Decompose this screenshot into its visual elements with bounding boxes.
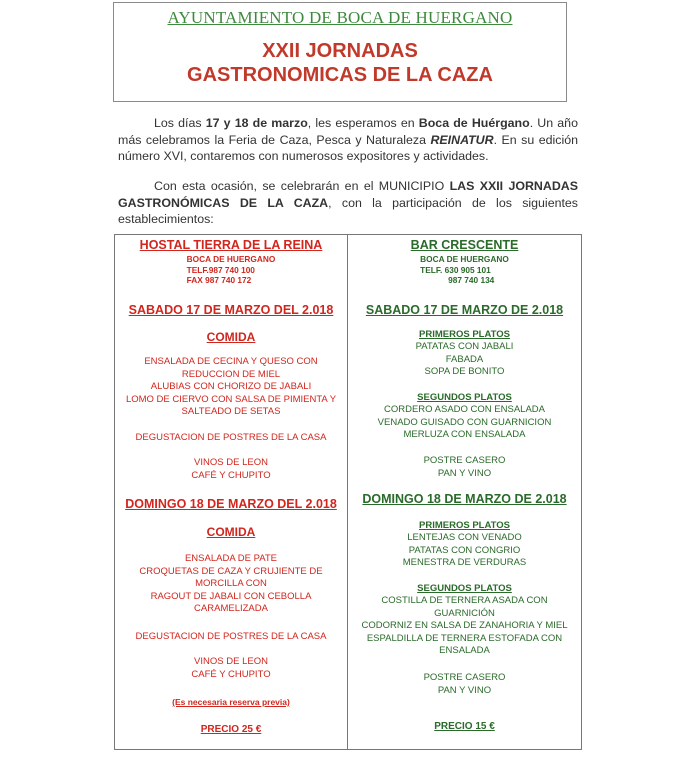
menu-item: PATATAS CON CONGRIO: [408, 544, 521, 556]
menu-item: REDUCCION DE MIEL: [181, 368, 281, 380]
intro-fair-name: REINATUR: [430, 132, 494, 147]
bar-column: [348, 235, 581, 749]
menu-item: ESPALDILLA DE TERNERA ESTOFADA CON: [366, 632, 563, 644]
menu-item: CORDERO ASADO CON ENSALADA: [383, 404, 545, 415]
bar-price: PRECIO 15 €: [434, 721, 495, 732]
intro-paragraph-1: [118, 115, 578, 165]
intro-paragraph-2: [118, 178, 578, 228]
intro-place: Boca de Huérgano: [418, 116, 530, 130]
primeros-label: PRIMEROS PLATOS: [419, 329, 510, 340]
menu-item: CODORNIZ EN SALSA DE ZANAHORIA Y MIEL: [361, 620, 568, 631]
menu-item: CAFÉ Y CHUPITO: [191, 469, 271, 481]
menu-item: COSTILLA DE TERNERA ASADA CON: [381, 595, 548, 606]
reservation-note: (Es necesaria reserva previa): [172, 697, 290, 707]
event-title-line-1: XXII JORNADAS: [262, 40, 418, 62]
hostal-column: [115, 235, 348, 749]
hostal-fax: FAX 987 740 172: [186, 275, 252, 285]
hostal-place: BOCA DE HUERGANO: [186, 254, 276, 264]
menu-item: ENSALADA DE PATE: [184, 553, 278, 564]
menu-item: POSTRE CASERO: [423, 672, 506, 683]
intro-text: . Un año más celebramos la Feria de Caza, Pesca y Naturaleza: [118, 116, 578, 147]
menu-item: DEGUSTACION DE POSTRES DE LA CASA: [135, 631, 327, 642]
menu-item: VENADO GUISADO CON GUARNICION: [377, 416, 552, 428]
menu-item: SALTEADO DE SETAS: [181, 406, 281, 417]
intro-text: Los días: [154, 116, 206, 130]
menu-item: FABADA: [445, 353, 484, 365]
menu-item: GUARNICIÓN: [434, 607, 495, 619]
menu-item: MORCILLA CON: [195, 578, 267, 589]
hostal-price: PRECIO 25 €: [200, 724, 262, 735]
menu-item: RAGOUT DE JABALI CON CEBOLLA: [150, 590, 312, 602]
menu-item: CROQUETAS DE CAZA Y CRUJIENTE DE: [139, 565, 323, 577]
menu-item: POSTRE CASERO: [423, 455, 506, 466]
menu-item: PATATAS CON JABALI: [415, 341, 514, 352]
intro-dates: 17 y 18 de marzo: [205, 116, 308, 130]
event-title: [114, 39, 566, 87]
bar-phone-2: 987 740 134: [448, 275, 495, 285]
bar-place: BOCA DE HUERGANO: [420, 254, 509, 264]
menu-item: CARAMELIZADA: [194, 603, 268, 614]
intro-text: . En su edición número XVI, contaremos con numerosos expositores y actividades.: [118, 132, 579, 163]
establishments-table: [114, 234, 582, 750]
menu-item: DEGUSTACION DE POSTRES DE LA CASA: [135, 432, 327, 443]
menu-item: ALUBIAS CON CHORIZO DE JABALI: [150, 381, 312, 392]
menu-item: LENTEJAS CON VENADO: [407, 532, 522, 543]
hostal-comida-saturday: COMIDA: [206, 330, 256, 344]
intro-text: , con la participación de los siguientes establecimientos:: [118, 195, 579, 226]
segundos-label: SEGUNDOS PLATOS: [417, 392, 512, 403]
municipality-heading: AYUNTAMIENTO DE BOCA DE HUERGANO: [167, 8, 513, 27]
hostal-day-saturday: SABADO 17 DE MARZO DEL 2.018: [128, 303, 334, 317]
event-title-line-2: GASTRONOMICAS DE LA CAZA: [187, 64, 493, 86]
segundos-label: SEGUNDOS PLATOS: [417, 583, 512, 594]
menu-item: CAFÉ Y CHUPITO: [191, 668, 271, 680]
menu-item: VINOS DE LEON: [194, 457, 268, 468]
bar-day-sunday: DOMINGO 18 DE MARZO DE 2.018: [362, 492, 567, 506]
intro-text: Con esta ocasión, se celebrarán en el MUNICIPIO: [154, 179, 450, 193]
menu-item: ENSALADA DE CECINA Y QUESO CON: [144, 356, 318, 367]
hostal-phone: TELF.987 740 100: [186, 264, 255, 275]
primeros-label: PRIMEROS PLATOS: [419, 520, 510, 531]
intro-text: , les esperamos en: [307, 116, 419, 130]
menu-item: ENSALADA: [439, 645, 490, 656]
menu-item: MENESTRA DE VERDURAS: [402, 557, 527, 568]
hostal-name: HOSTAL TIERRA DE LA REINA: [139, 238, 323, 252]
bar-name: BAR CRESCENTE: [410, 238, 519, 252]
hostal-comida-sunday: COMIDA: [206, 525, 256, 539]
bar-phone: TELF. 630 905 101: [420, 264, 491, 275]
menu-item: PAN Y VINO: [437, 684, 492, 696]
menu-item: VINOS DE LEON: [194, 656, 268, 667]
menu-item: SOPA DE BONITO: [424, 366, 505, 377]
hostal-day-sunday: DOMINGO 18 DE MARZO DEL 2.018: [125, 497, 337, 511]
bar-day-saturday: SABADO 17 DE MARZO DE 2.018: [365, 303, 564, 317]
menu-item: PAN Y VINO: [437, 467, 492, 479]
intro-event-name: LAS XXII JORNADAS GASTRONÓMICAS DE LA CAZA: [118, 179, 578, 210]
title-box: [113, 2, 567, 102]
menu-item: LOMO DE CIERVO CON SALSA DE PIMIENTA Y: [125, 393, 337, 405]
menu-item: MERLUZA CON ENSALADA: [403, 429, 526, 440]
